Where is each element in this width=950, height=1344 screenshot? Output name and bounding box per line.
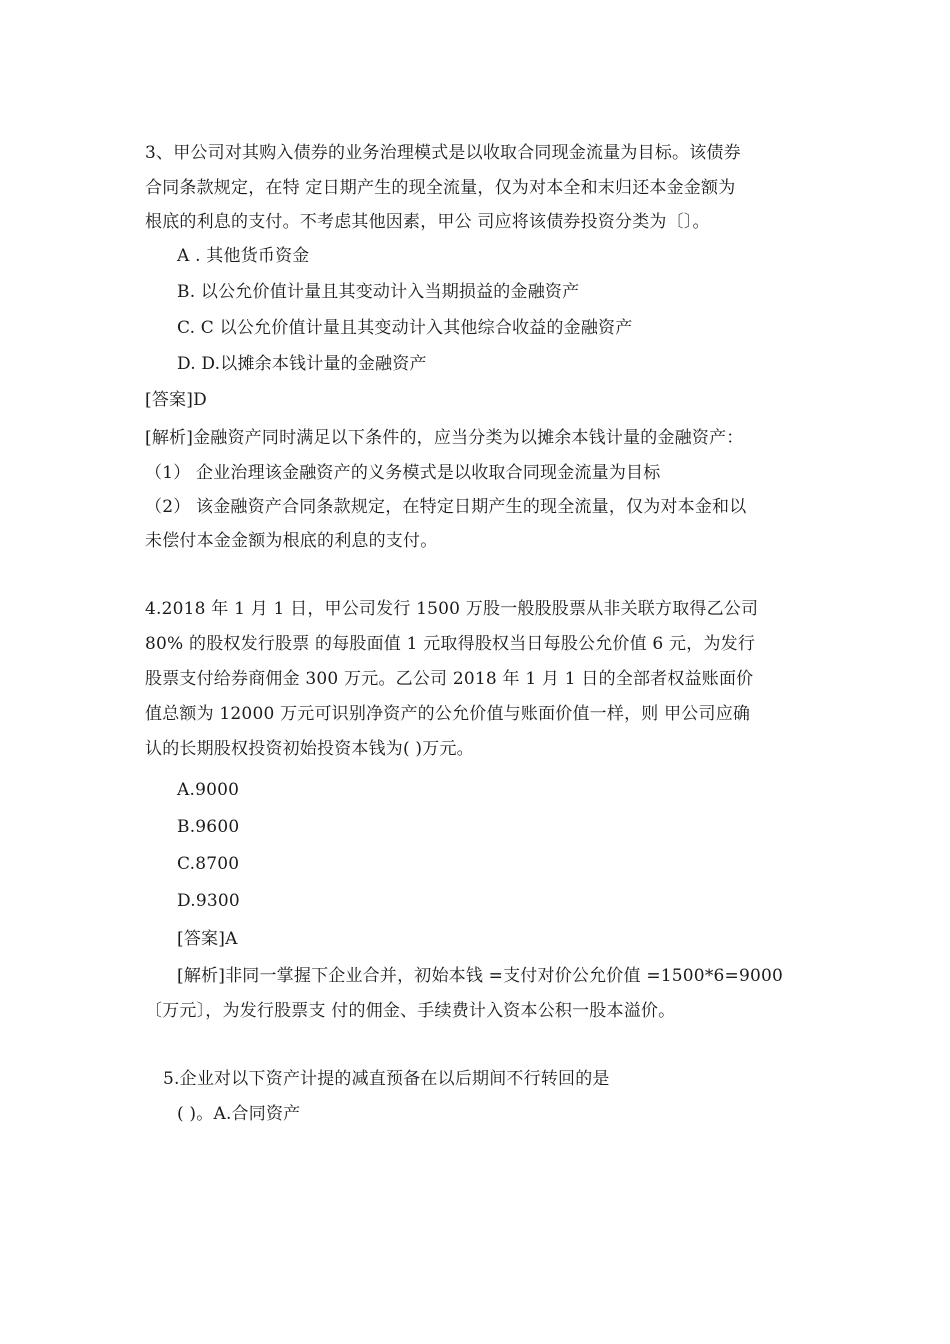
q3-analysis-line-1: [解析]金融资产同时满足以下条件的，应当分类为以摊余本钱计量的金融资产：	[145, 428, 744, 448]
q3-stem-line-1: 3、甲公司对其购入债券的业务治理模式是以收取合同现金流量为目标。该债券	[145, 143, 741, 163]
q4-option-c: C.8700	[177, 854, 240, 874]
q4-stem-line-5: 认的长期股权投资初始投资本钱为( )万元。	[145, 739, 474, 759]
q5-stem-line-2: ( )。A.合同资产	[177, 1104, 301, 1124]
q4-stem-line-4: 值总额为 12000 万元可识别净资产的公允价值与账面价值一样，则 甲公司应确	[145, 704, 751, 724]
q4-option-d: D.9300	[177, 891, 240, 911]
q3-option-a: A . 其他货币资金	[177, 246, 310, 266]
q3-stem-line-3: 根底的利息的支付。不考虑其他因素，甲公 司应将该债券投资分类为〔〕。	[145, 212, 710, 232]
q3-option-d: D. D.以摊余本钱计量的金融资产	[177, 354, 427, 374]
q3-stem-line-2: 合同条款规定，在特 定日期产生的现全流量，仅为对本全和末归还本金金额为	[145, 178, 736, 198]
q3-option-c: C. C 以公允价值计量且其变动计入其他综合收益的金融资产	[177, 318, 633, 338]
q4-option-a: A.9000	[177, 780, 240, 800]
q3-analysis-line-2: （1） 企业治理该金融资产的义务模式是以收取合同现金流量为目标	[145, 463, 661, 483]
q3-option-b: B. 以公允价值计量且其变动计入当期损益的金融资产	[177, 282, 580, 302]
q4-analysis-line-1: [解析]非同一掌握下企业合并，初始本钱 =支付对价公允价值 =1500*6=9000	[177, 966, 784, 986]
q4-stem-line-2: 80% 的股权发行股票 的每股面值 1 元取得股权当日每股公允价值 6 元，为发行	[145, 634, 756, 654]
q3-answer: [答案]D	[145, 390, 207, 410]
q5-stem-line-1: 5.企业对以下资产计提的减直预备在以后期间不行转回的是	[163, 1069, 610, 1089]
q4-option-b: B.9600	[177, 817, 240, 837]
q4-answer: [答案]A	[177, 929, 238, 949]
q3-analysis-line-4: 未偿付本金金额为根底的利息的支付。	[145, 531, 438, 551]
q4-stem-line-1: 4.2018 年 1 月 1 日，甲公司发行 1500 万股一般股股票从非关联方取得乙公司	[145, 599, 759, 619]
q4-analysis-line-2: 〔万元〕，为发行股票支 付的佣金、手续费计入资本公积一股本溢价。	[145, 1001, 676, 1021]
q4-stem-line-3: 股票支付给券商佣金 300 万元。乙公司 2018 年 1 月 1 日的全部者权益账面价	[145, 669, 754, 689]
q3-analysis-line-3: （2） 该金融资产合同条款规定，在特定日期产生的现全流量，仅为对本金和以	[145, 497, 747, 517]
